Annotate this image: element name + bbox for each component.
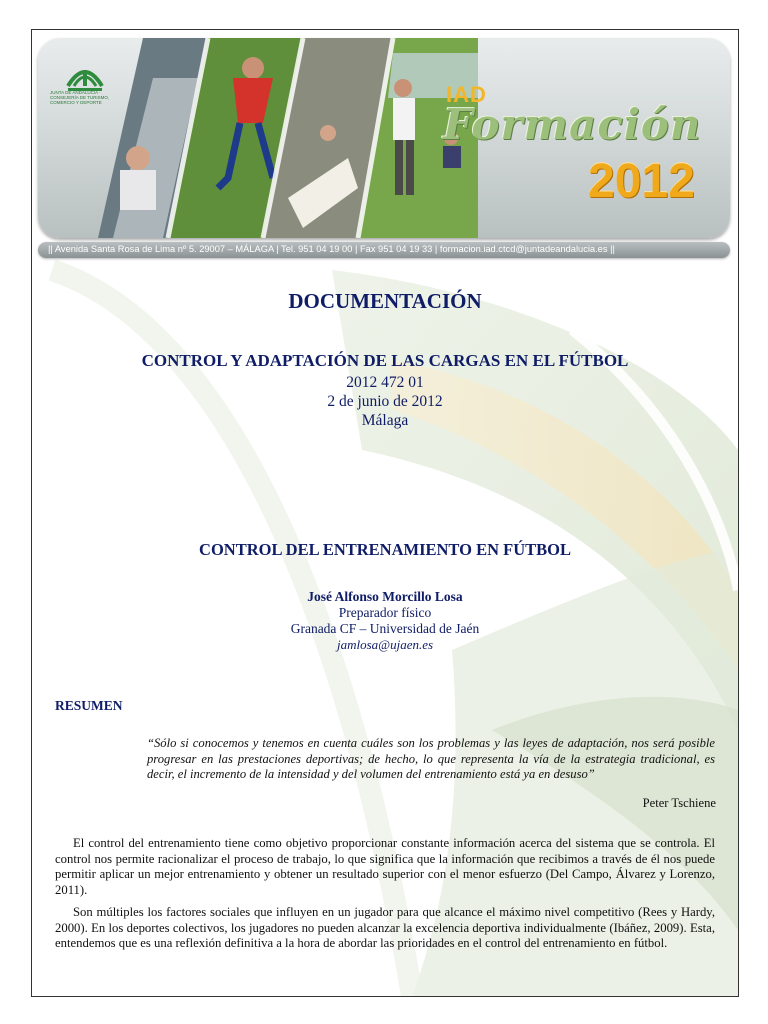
course-date: 2 de junio de 2012 [327,393,443,410]
author-role: Preparador físico [338,605,432,620]
author-email: jamlosa@ujaen.es [336,637,434,652]
header-banner [38,38,730,238]
body-paragraph: El control del entrenamiento tiene como objetivo proporcionar constante información acerca del sistema que se controla. El control nos permite racionalizar el proceso de trabajo, lo que significa que la información que recibimos a través de él nos puede permitir aplicar un mejor entrenamiento y obtener un resultado superior con el menor esfuerzo (Del Campo, Álvarez y Lorenzo, 2011). [55,836,715,897]
course-city: Málaga [361,412,409,429]
abstract-heading: RESUMEN [55,698,123,713]
author-name: José Alfonso Morcillo Losa [307,589,463,604]
year-label: 2012 [588,155,695,208]
contact-text: || Avenida Santa Rosa de Lima nº 5. 29007 – MÁLAGA | Tel. 951 04 19 00 | Fax 951 04 19 33 | formacion.iad.ctcd@juntadeandalucia.es || [48,244,615,254]
document-page [31,29,739,997]
author-institution: Granada CF – Universidad de Jaén [290,621,480,636]
course-code: 2012 472 01 [346,374,424,391]
photo-collage [58,38,478,238]
article-title: CONTROL DEL ENTRENAMIENTO EN FÚTBOL [199,540,571,559]
brand-label: IAD [446,82,487,107]
course-title: CONTROL Y ADAPTACIÓN DE LAS CARGAS EN EL FÚTBOL [141,351,629,370]
logo-caption: JUNTA DE ANDALUCIA · CONSEJERÍA DE TURISMO, COMERCIO Y DEPORTE [50,90,110,105]
body-paragraph: Son múltiples los factores sociales que influyen en un jugador para que alcance el máximo nivel competitivo (Rees y Hardy, 2000). En los deportes colectivos, los jugadores no pueden alcanzar la excelencia deportiva individualmente (Ibáñez, 2009). Esta, entendemos que es una reflexión definitiva a la hora de abordar las prioridades en el control del entrenamiento en fútbol. [55,905,715,951]
contact-bar [38,242,730,258]
quote-author: Peter Tschiene [642,796,716,810]
epigraph-quote: “Sólo si conocemos y tenemos en cuenta cuáles son los problemas y las leyes de adaptación, nos será posible progresar en las prestaciones deportivas; de hecho, lo que representa la vía de la estrategia tradicional, es decir, el incremento de la intensidad y del volumen del entrenamiento está ya en desuso” [147,736,715,782]
document-heading: DOCUMENTACIÓN [288,289,482,313]
program-label: Formación [443,100,702,149]
